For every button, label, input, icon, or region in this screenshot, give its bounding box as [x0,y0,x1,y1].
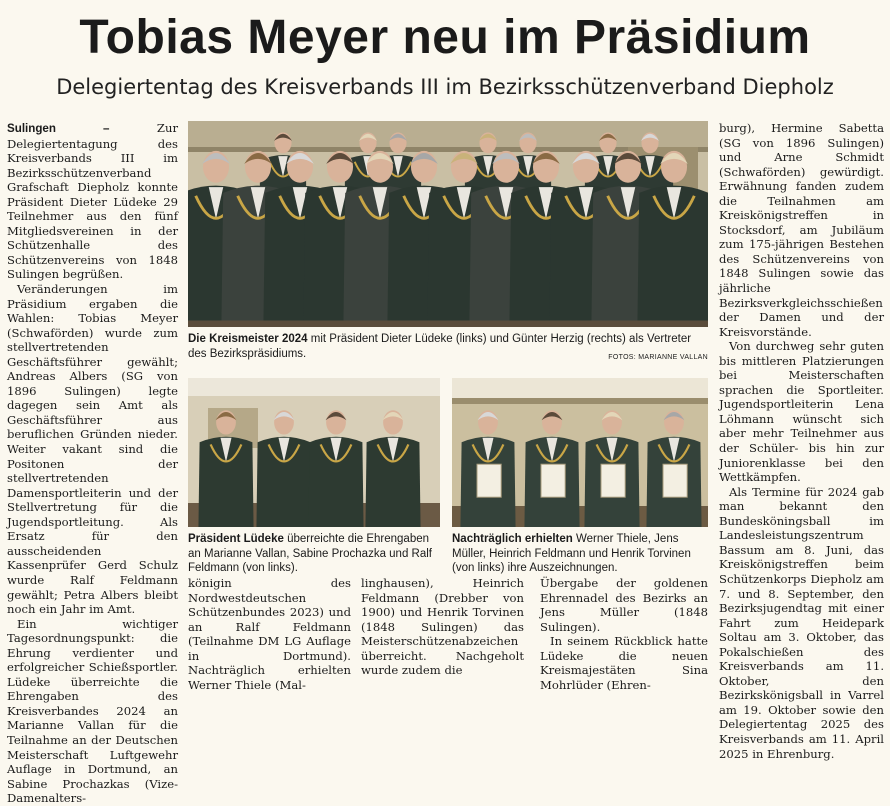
caption-left-photo [188,532,440,576]
paragraph-bottom-1: königin des Nordwestdeutschen Schützenbundes 2023) und an Ralf Feldmann (Teilnahme DM LG Auflage in Dortmund). Nachträglich erhielten Werner Thiele (Mal- [188,576,351,692]
paragraph-right-2: Von durchweg sehr guten bis mittleren Platzierungen bei Meisterschaften sprachen die Sportleiter. Jugendsportleiterin Lena Löhmann wünscht sich aber mehr Teilnehmer aus der Schüler- bis hin zur Juniorenklasse bei den Wettkämpfen. [719,339,884,485]
photo-kreismeister-group [188,121,708,327]
paragraph-intro-text: Zur Delegiertentagung des Kreisverbands III im Bezirksschützenverband Grafschaft Diepholz konnte Präsident Dieter Lüdeke 29 Teilnehmer aus den fünf Mitgliedsvereinen in der Schützenhalle des Schützenvereins von 1848 Sulingen begrüßen. [7,121,178,282]
paragraph-bottom-3b: In seinem Rückblick hatte Lüdeke die neuen Kreismajestäten Sina Mohrlüder (Ehren- [540,634,708,692]
photo-meisterschuetzen [452,378,708,527]
text-column-right [719,121,884,761]
paragraph-right-1: burg), Hermine Sabetta (SG von 1896 Sulingen) und Arne Schmidt (Schwaförden) gewürdigt. Erwähnung fanden zudem die Teilnahmen am Kreiskönigstreffen in Stocksdorf, am Jubiläum zum 175-jährigen Bestehen des Schützenvereins von 1848 Sulingen sowie das jährliche Bezirksverkgleichsschießen der Damen und der Kreisvorstände. [719,121,884,339]
photo-ehrengaben [188,378,440,527]
text-column-bottom-3 [540,576,708,692]
dateline: Sulingen – [7,122,110,135]
photo-credit: FOTOS: MARIANNE VALLAN [608,353,708,361]
caption-main-photo [188,332,708,365]
caption-left-text: überreichte die Ehrengaben an Marianne Vallan, Sabine Prochazka und Ralf Feldmann (von links). [188,533,432,575]
caption-main-text: mit Präsident Dieter Lüdeke (links) und Günter Herzig (rechts) als Vertreter des Bezirkspräsidiums. [188,333,692,360]
caption-main-lead: Die Kreismeister 2024 [188,333,308,345]
text-column-bottom-1 [188,576,351,692]
paragraph-right-3: Als Termine für 2024 gab man bekannt den Bundesköningsball im Landesleistungszentrum Bassum am 8. Juni, das Kreiskönigstreffen beim Schützenkorps Diepholz am 7. und 8. September, den Bezirksjugendtag mit einer Fahrt zum Heidepark Soltau am 3. Oktober, das Pokalschießen des Kreisverbands am 11. Oktober, den Bezirkskönigsball in Varrel am 19. Oktober sowie den Delegiertentag 2025 des Kreisverbands am 11. April 2025 in Ehrenburg. [719,484,884,761]
article-headline: Tobias Meyer neu im Präsidium [79,11,811,64]
paragraph-bottom-3a: Übergabe der goldenen Ehrennadel des Bezirks an Jens Müller (1848 Sulingen). [540,576,708,634]
article-subheadline: Delegiertentag des Kreisverbands III im Bezirksschützenverband Diepholz [56,75,834,99]
caption-right-photo [452,532,708,576]
paragraph-intro [7,121,178,282]
caption-right-lead: Nachträglich erhielten [452,533,573,545]
text-column-bottom-2 [361,576,524,678]
paragraph-honors: Ein wichtiger Tagesordnungspunkt: die Ehrung verdienter und erfolgreicher Schießsportler. Lüdeke überreichte die Ehrengaben des Kreisverbandes 2024 an Marianne Vallan für die Teilnahme an der Deutschen Meisterschaft Luftgewehr Auflage in Dortmund, an Sabine Prochazkas (Vize-Damenalters- [7,616,178,806]
caption-left-lead: Präsident Lüdeke [188,533,284,545]
caption-right-text: Werner Thiele, Jens Müller, Heinrich Feldmann und Henrik Torvinen (von links) ihre Auszeichnungen. [452,533,691,575]
ehrengaben-photo-image [188,378,440,527]
text-column-left [7,121,178,806]
group-photo-image [188,121,708,327]
meisterschuetzen-photo-image [452,378,708,527]
paragraph-elections: Veränderungen im Präsidium ergaben die Wahlen: Tobias Meyer (Schwaförden) wurde zum stellvertretenden Geschäftsführer gewählt; Andreas Albers (SG von 1896 Sulingen) legte dagegen sein Amt als Geschäftsführer aus beruflichen Gründen nieder. Weiter vakant sind die Positonen der stellvertretenden Damensportleiterin und der Stellvertretung für die Jugendsportleitung. Als Ersatz für den ausscheidenden Kassenprüfer Gerd Schulz wurde Ralf Feldmann gewählt; Petra Albers bleibt noch ein Jahr im Amt. [7,282,178,617]
paragraph-bottom-2: linghausen), Heinrich Feldmann (Drebber von 1900) und Henrik Torvinen (1848 Sulingen) das Meisterschützenabzeichen überreicht. Nachgeholt wurde zudem die [361,576,524,678]
